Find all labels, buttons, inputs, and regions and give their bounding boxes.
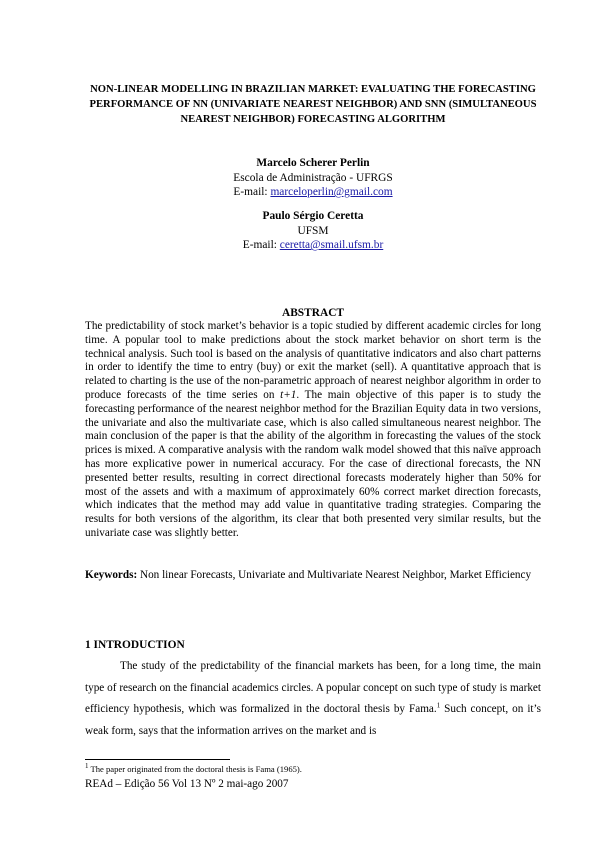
abstract-part-1: The predictability of stock market’s behavior is a topic studied by different academic circles for long time. A popular tool to make predictions about the stock market behavior on short term is the technical analysis. Such tool is based on the analysis of quantitative indicators and also chart patterns in order to identify the time to entry (buy) or exit the market (sell). A quantitative approach that is related to charting is the use of the non-parametric approach of nearest neighbor algorithm in order to produce forecasts of the time series on [85, 320, 541, 401]
author-block-2 [85, 209, 541, 253]
page-footer: REAd – Edição 56 Vol 13 Nº 2 mai-ago 2007 [85, 778, 289, 790]
author-email-link[interactable]: ceretta@smail.ufsm.br [279, 239, 384, 251]
paper-page [85, 0, 541, 842]
introduction-paragraph [85, 656, 541, 742]
author-block-1 [85, 156, 541, 200]
author-email-link[interactable]: marceloperlin@gmail.com [270, 186, 393, 198]
author-email-line [85, 185, 541, 200]
author-email-line [85, 238, 541, 253]
author-name: Paulo Sérgio Ceretta [262, 210, 364, 222]
paper-title: NON-LINEAR MODELLING IN BRAZILIAN MARKET: EVALUATING THE FORECASTING PERFORMANCE OF NN (UNIVARIATE NEAREST NEIGHBOR) AND SNN (SIMULTANEOUS NEAREST NEIGHBOR) FORECASTING ALGORITHM [89, 84, 537, 125]
email-label: E-mail: [233, 186, 268, 198]
abstract-text [85, 320, 541, 541]
author-name: Marcelo Scherer Perlin [256, 157, 370, 169]
footnote-divider [85, 759, 230, 760]
email-label: E-mail: [242, 239, 277, 251]
intro-text: The study of the predictability of the financial markets has been, for a long time, the main type of research on the financial academics circles. A popular concept on such type of study is market efficiency hypothesis, which was formalized in the doctoral thesis by Fama. [85, 660, 541, 715]
abstract-heading: ABSTRACT [281, 307, 345, 319]
footnote-number: 1 [85, 762, 89, 771]
author-affiliation: UFSM [297, 224, 329, 237]
footnote-text: The paper originated from the doctoral thesis is Fama (1965). [88, 764, 302, 774]
keywords-text: Non linear Forecasts, Univariate and Multivariate Nearest Neighbor, Market Efficiency [140, 569, 532, 581]
footnote [85, 764, 541, 775]
abstract-italic: t+1 [280, 388, 297, 401]
intro-text-continued: Such concept, on it’s weak form, says that the information arrives on the market and is [85, 703, 541, 737]
footnote-marker[interactable]: 1 [436, 701, 441, 710]
keywords-label: Keywords: [85, 569, 138, 581]
section-heading-introduction: 1 INTRODUCTION [85, 639, 185, 651]
keywords [85, 569, 541, 583]
author-affiliation: Escola de Administração - UFRGS [233, 171, 393, 184]
abstract-part-2: . The main objective of this paper is to study the forecasting performance of the nearest neighbor method for the Brazilian Equity data in two versions, the univariate and also the multivariate case, which is also called simultaneous nearest neighbor. The main conclusion of the paper is that the ability of the algorithm in forecasting the values of the stock prices is mixed. A comparative analysis with the random walk model showed that this naïve approach has more explicative power in numerical accuracy. For the case of directional forecasts, the NN presented better results, resulting in correct directional forecasts moderately higher than 50% for most of the assets and with a maximum of approximately 60% correct market direction forecasts, which indicates that the method may add value in quantitative trading strategies. Comparing the results for both versions of the algorithm, its clear that both presented very similar results, but the univariate case was slightly better. [85, 388, 541, 539]
